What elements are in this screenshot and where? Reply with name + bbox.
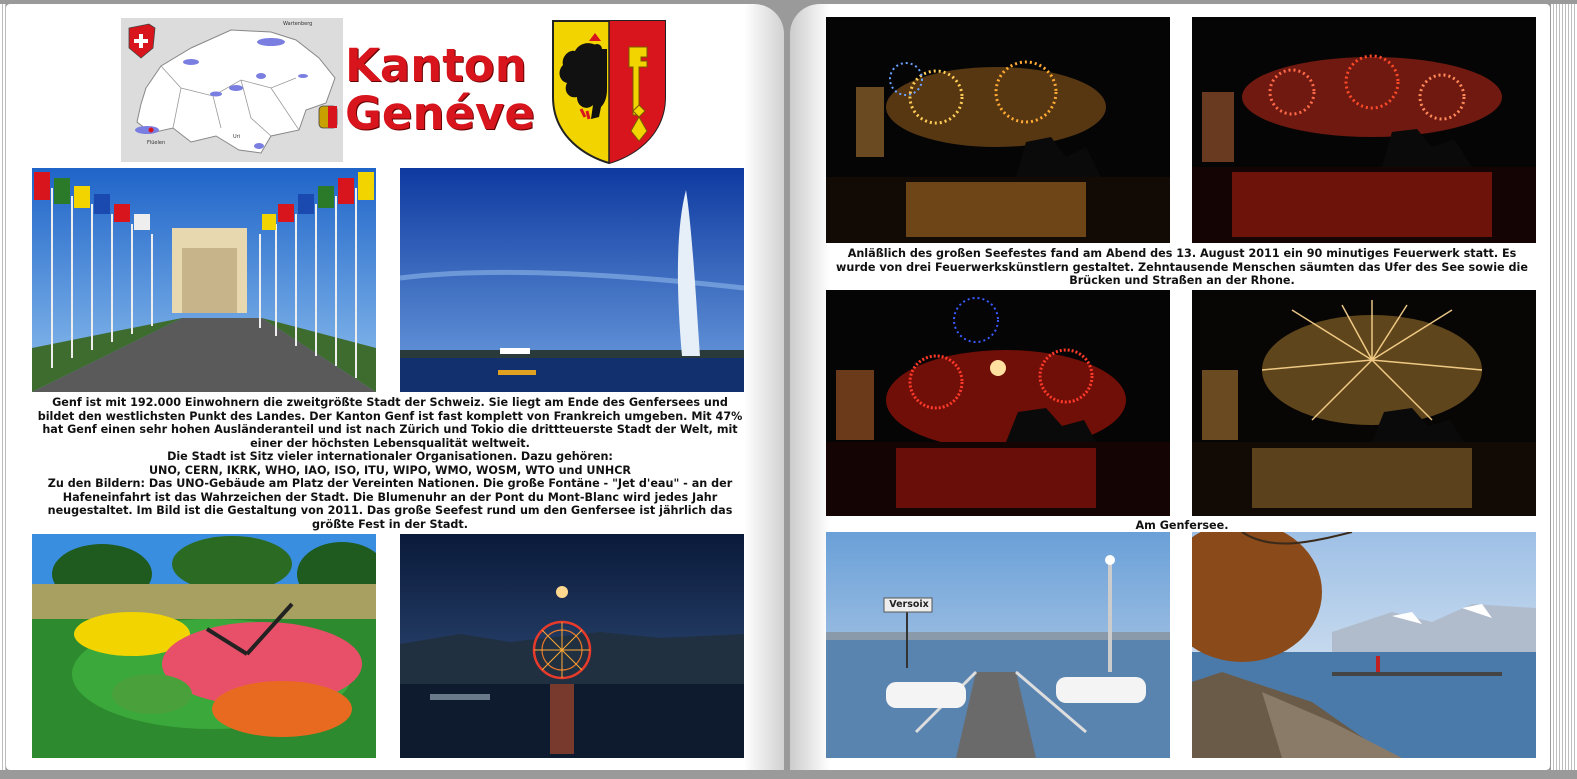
versoix-sign-text: Versoix [889,599,929,610]
photo-fireworks-golden-willow [1192,290,1536,516]
switzerland-map [121,18,343,162]
left-page-text [34,396,746,531]
text-organisations-list: UNO, CERN, IKRK, WHO, IAO, ISO, ITU, WIPO, WMO, WOSM, WTO und UNHCR [148,463,632,477]
photo-fireworks-red [1192,17,1536,243]
photo-ferris-wheel [400,534,744,758]
coat-of-arms-graphic [551,19,667,165]
title-line-1: Kanton [345,39,527,92]
ferris-wheel-graphic [400,534,744,758]
fireworks-red-bursts-graphic [826,290,1170,516]
flower-clock-graphic [32,534,376,758]
fireworks-red-graphic [1192,17,1536,243]
page-edges-right [1551,4,1577,770]
text-paragraph-intro: Genf ist mit 192.000 Einwohnern die zweitgrößte Stadt der Schweiz. Sie liegt am Ende des Genfersees und bildet den westlichsten Punkt des Landes. Der Kanton Genf ist fast komplett von Frankreich umgeben. Mit 47% hat Genf einen sehr hohen Ausländeranteil und ist nach Zürich und Tokio die drittteuerste Stadt der Welt, mit einer der höchsten Lebensqualität weltweit. [37,396,743,450]
map-label-left: Flüelen [147,140,166,146]
gutter-shadow-right [790,4,830,770]
jet-d-eau-graphic [400,168,744,392]
versoix-pier-graphic [826,532,1170,758]
map-label-center: Uri [233,134,241,140]
photo-fireworks-red-bursts [826,290,1170,516]
fireworks-caption-text: Anläßlich des großen Seefestes fand am Abend des 13. August 2011 ein 90 minutiges Feuerwerk statt. Es wurde von drei Feuerwerkskünstlern gestaltet. Zehntausende Menschen säumten das Ufer des See sowie die Brücken und Straßen an der Rhone. [836,247,1528,287]
text-organisations-heading: Die Stadt ist Sitz vieler internationaler Organisationen. Dazu gehören: [167,450,613,463]
photo-jet-d-eau [400,168,744,392]
fireworks-golden-willow-graphic [1192,290,1536,516]
title-line-2: Genéve [345,87,535,140]
gutter-shadow [744,4,784,770]
lake-shore-graphic [1192,532,1536,758]
fireworks-gold-graphic [826,17,1170,243]
lake-caption [828,519,1536,533]
photo-versoix-pier [826,532,1170,758]
photo-un-flag-avenue [32,168,376,392]
text-picture-description: Zu den Bildern: Das UNO-Gebäude am Platz der Vereinten Nationen. Die große Fontäne - "Jet d'eau" - an der Hafeneinfahrt ist das Wahrzeichen der Stadt. Die Blumenuhr an der Pont du Mont-Blanc wird jedes Jahr neugestaltet. Im Bild ist die Gestaltung von 2011. Das große Seefest rund um den Genfersee ist jährlich das größte Fest in der Stadt. [47,477,733,531]
canton-title [345,39,535,140]
fireworks-caption [828,247,1536,288]
photo-lake-shore-tree [1192,532,1536,758]
geneva-coat-of-arms [551,19,667,165]
map-label-top-right: Wartenberg [283,21,313,27]
lake-caption-text: Am Genfersee. [1135,519,1229,532]
photo-fireworks-gold [826,17,1170,243]
photo-flower-clock [32,534,376,758]
flag-avenue-graphic [32,168,376,392]
